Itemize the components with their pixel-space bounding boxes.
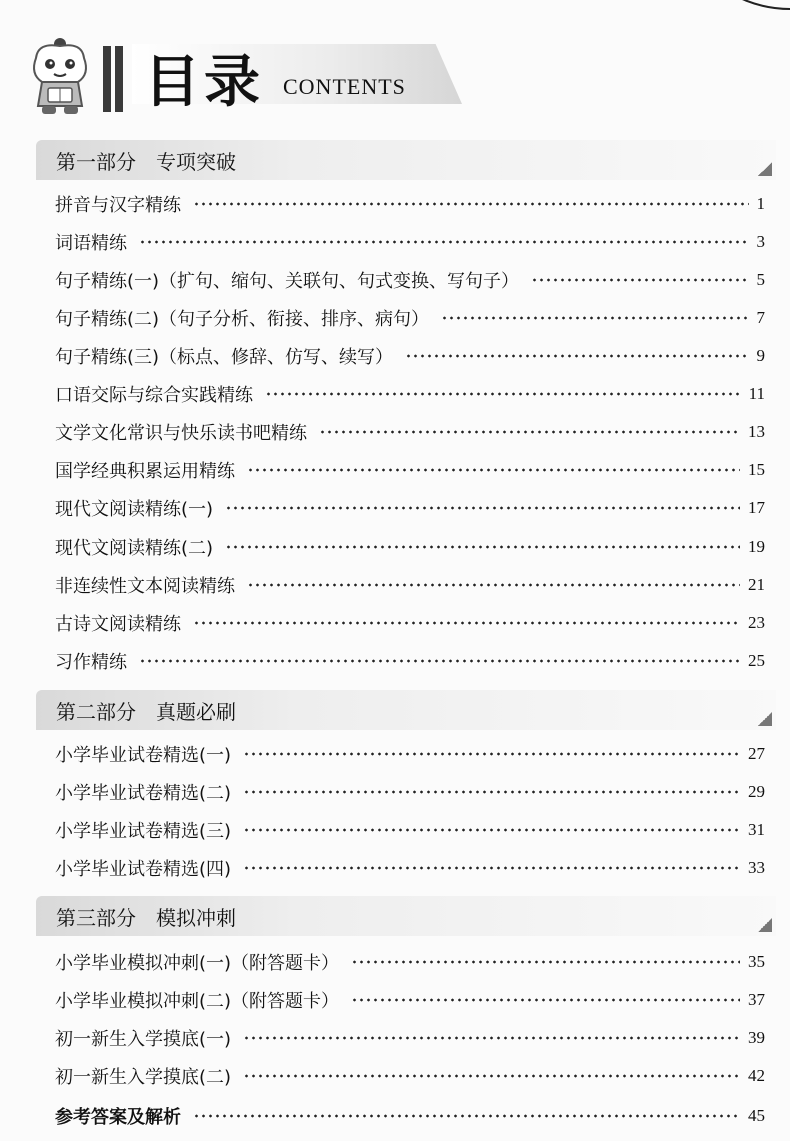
entry-page: 5: [756, 270, 765, 289]
mascot-icon: [28, 34, 92, 116]
leader-dots: [319, 430, 740, 434]
leader-dots: [243, 1074, 740, 1078]
leader-dots: [247, 468, 740, 472]
toc-entry[interactable]: [55, 740, 765, 768]
leader-dots: [243, 1036, 740, 1040]
entry-page: 29: [748, 782, 765, 801]
entry-title: 句子精练(二)（句子分析、衔接、排序、病句）: [55, 309, 430, 330]
leader-dots: [351, 998, 740, 1002]
entry-title: 初一新生入学摸底(一): [55, 1029, 232, 1050]
toc-entry[interactable]: [55, 456, 765, 484]
corner-triangle-icon: [758, 162, 772, 176]
entry-page: 13: [748, 422, 765, 441]
entry-title: 习作精练: [55, 652, 127, 673]
toc-entry[interactable]: [55, 342, 765, 370]
entry-page: 45: [748, 1106, 765, 1125]
toc-entry[interactable]: [55, 304, 765, 332]
entry-page: 3: [756, 232, 765, 251]
toc-entry[interactable]: [55, 948, 765, 976]
leader-dots: [139, 659, 740, 663]
entry-page: 23: [748, 613, 765, 632]
leader-dots: [441, 316, 748, 320]
section-label: 第一部分 专项突破: [56, 150, 236, 174]
toc-entry[interactable]: [55, 494, 765, 522]
section-label: 第三部分 模拟冲刺: [56, 906, 236, 930]
toc-entry[interactable]: [55, 854, 765, 882]
leader-dots: [139, 240, 749, 244]
entry-page: 1: [756, 194, 765, 213]
toc-entry[interactable]: [55, 1024, 765, 1052]
toc-entry[interactable]: [55, 986, 765, 1014]
leader-dots: [243, 828, 740, 832]
entry-page: 39: [748, 1028, 765, 1047]
toc-entry[interactable]: [55, 190, 765, 218]
entry-page: 31: [748, 820, 765, 839]
entry-page: 37: [748, 990, 765, 1009]
leader-dots: [225, 545, 740, 549]
leader-dots: [193, 621, 740, 625]
entry-title: 小学毕业试卷精选(一): [55, 745, 232, 766]
leader-dots: [405, 354, 748, 358]
entry-title: 小学毕业模拟冲刺(一)（附答题卡）: [55, 953, 340, 974]
entry-title: 非连续性文本阅读精练: [55, 576, 235, 597]
entry-page: 21: [748, 575, 765, 594]
corner-triangle-icon: [758, 918, 772, 932]
leader-dots: [351, 960, 740, 964]
leader-dots: [193, 202, 749, 206]
entry-page: 25: [748, 651, 765, 670]
entry-page: 33: [748, 858, 765, 877]
entry-title: 小学毕业试卷精选(四): [55, 859, 232, 880]
entry-title: 口语交际与综合实践精练: [55, 385, 253, 406]
header-bars-decoration: [103, 46, 131, 112]
entry-title: 小学毕业模拟冲刺(二)（附答题卡）: [55, 991, 340, 1012]
entry-title: 小学毕业试卷精选(三): [55, 821, 232, 842]
entry-title: 词语精练: [55, 233, 127, 254]
leader-dots: [243, 790, 740, 794]
entry-title: 现代文阅读精练(二): [55, 538, 214, 559]
toc-entry[interactable]: [55, 609, 765, 637]
section-header-3: [36, 896, 776, 936]
leader-dots: [243, 866, 740, 870]
toc-entry[interactable]: [55, 228, 765, 256]
leader-dots: [531, 278, 748, 282]
entry-page: 15: [748, 460, 765, 479]
entry-page: 17: [748, 498, 765, 517]
page-title: 目录: [144, 50, 264, 115]
section-label: 第二部分 真题必刷: [56, 700, 236, 724]
entry-title: 国学经典积累运用精练: [55, 461, 235, 482]
leader-dots: [247, 583, 740, 587]
toc-entry[interactable]: [55, 778, 765, 806]
entry-page: 27: [748, 744, 765, 763]
entry-title: 文学文化常识与快乐读书吧精练: [55, 423, 307, 444]
entry-title: 现代文阅读精练(一): [55, 499, 214, 520]
entry-page: 11: [748, 384, 765, 403]
entry-title: 句子精练(一)（扩句、缩句、关联句、句式变换、写句子）: [55, 271, 520, 292]
toc-entry[interactable]: [55, 418, 765, 446]
toc-entry[interactable]: [55, 1062, 765, 1090]
leader-dots: [243, 752, 740, 756]
toc-entry[interactable]: [55, 647, 765, 675]
toc-entry-answers[interactable]: [55, 1102, 765, 1130]
entry-title: 参考答案及解析: [55, 1107, 181, 1128]
leader-dots: [265, 392, 741, 396]
entry-page: 35: [748, 952, 765, 971]
entry-page: 9: [756, 346, 765, 365]
entry-title: 古诗文阅读精练: [55, 614, 181, 635]
entry-title: 句子精练(三)（标点、修辞、仿写、续写）: [55, 347, 394, 368]
leader-dots: [225, 506, 740, 510]
toc-entry[interactable]: [55, 380, 765, 408]
entry-page: 7: [756, 308, 765, 327]
entry-title: 小学毕业试卷精选(二): [55, 783, 232, 804]
corner-triangle-icon: [758, 712, 772, 726]
entry-page: 42: [748, 1066, 765, 1085]
corner-decoration: [670, 0, 790, 10]
entry-page: 19: [748, 537, 765, 556]
section-header-1: [36, 140, 776, 180]
toc-entry[interactable]: [55, 266, 765, 294]
page-subtitle: CONTENTS: [283, 74, 406, 99]
toc-entry[interactable]: [55, 816, 765, 844]
entry-title: 初一新生入学摸底(二): [55, 1067, 232, 1088]
toc-entry[interactable]: [55, 533, 765, 561]
entry-title: 拼音与汉字精练: [55, 195, 181, 216]
leader-dots: [193, 1114, 740, 1118]
toc-entry[interactable]: [55, 571, 765, 599]
section-header-2: [36, 690, 776, 730]
